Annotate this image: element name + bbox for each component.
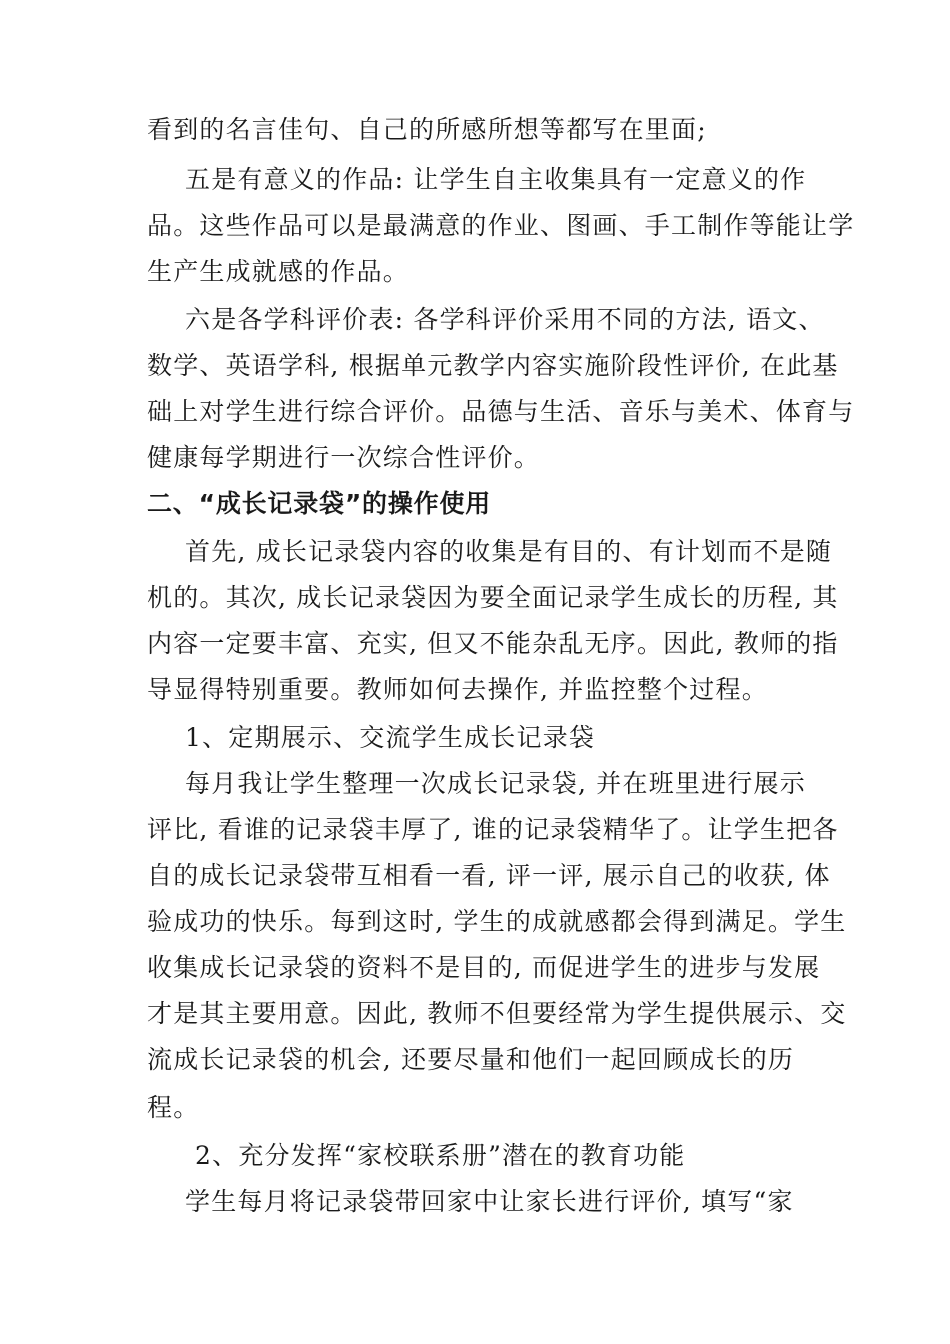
text-line: 础上对学生进行综合评价。品德与生活、音乐与美术、体育与 (147, 397, 855, 426)
subsection-heading: 1、定期展示、交流学生成长记录袋 (185, 723, 596, 752)
text-line: 导显得特别重要。教师如何去操作, 并监控整个过程。 (147, 675, 768, 704)
text-line: 健康每学期进行一次综合性评价。 (147, 443, 541, 472)
text-line: 品。这些作品可以是最满意的作业、图画、手工制作等能让学 (147, 211, 855, 240)
text-line: 验成功的快乐。每到这时, 学生的成就感都会得到满足。学生 (147, 907, 847, 936)
text-line: 程。 (147, 1093, 200, 1122)
section-heading: 二、“成长记录袋”的操作使用 (147, 489, 492, 518)
text-line: 才是其主要用意。因此, 教师不但要经常为学生提供展示、交 (147, 999, 847, 1028)
text-line: 自的成长记录袋带互相看一看, 评一评, 展示自己的收获, 体 (147, 861, 831, 890)
text-line: 看到的名言佳句、自己的所感所想等都写在里面; (147, 115, 707, 144)
paragraph-start-line: 每月我让学生整理一次成长记录袋, 并在班里进行展示 (185, 769, 806, 798)
text-line: 评比, 看谁的记录袋丰厚了, 谁的记录袋精华了。让学生把各 (147, 815, 839, 844)
paragraph-start-line: 学生每月将记录袋带回家中让家长进行评价, 填写“家 (185, 1187, 794, 1216)
text-line: 收集成长记录袋的资料不是目的, 而促进学生的进步与发展 (147, 953, 821, 982)
text-line: 内容一定要丰富、充实, 但又不能杂乱无序。因此, 教师的指 (147, 629, 839, 658)
text-line: 流成长记录袋的机会, 还要尽量和他们一起回顾成长的历 (147, 1045, 795, 1074)
paragraph-start-line: 六是各学科评价表: 各学科评价采用不同的方法, 语文、 (185, 305, 825, 334)
paragraph-start-line: 五是有意义的作品: 让学生自主收集具有一定意义的作 (185, 165, 807, 194)
subsection-heading: 2、充分发挥“家校联系册”潜在的教育功能 (195, 1141, 686, 1170)
paragraph-start-line: 首先, 成长记录袋内容的收集是有目的、有计划而不是随 (185, 537, 833, 566)
text-line: 机的。其次, 成长记录袋因为要全面记录学生成长的历程, 其 (147, 583, 839, 612)
text-line: 数学、英语学科, 根据单元教学内容实施阶段性评价, 在此基 (147, 351, 839, 380)
text-line: 生产生成就感的作品。 (147, 257, 410, 286)
